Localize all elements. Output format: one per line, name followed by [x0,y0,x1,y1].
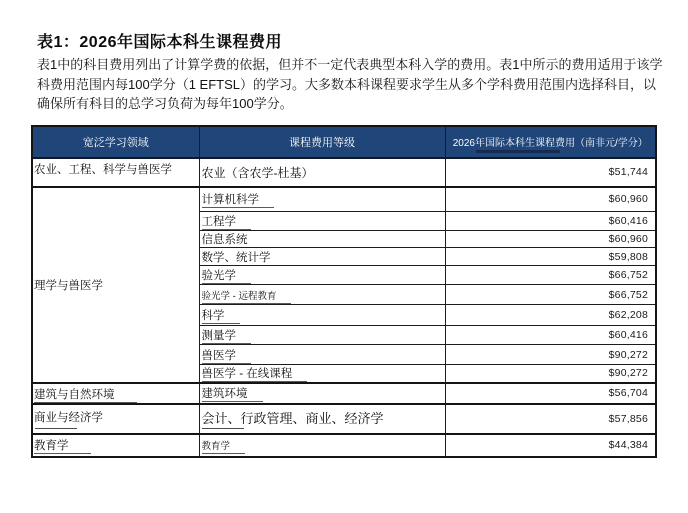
table-row [32,434,656,457]
fee-band-link[interactable]: 数学、统计学 [202,252,286,266]
broad-area-label: 商业与经济学 [34,411,103,424]
fee-band-cell [199,326,445,345]
table-row [32,383,656,404]
fee-band-cell [199,305,445,326]
header-broad-study-area: 宽泛学习领域 [32,126,199,158]
fee-band-cell [199,365,445,383]
fee-value-cell: $51,744 [445,158,656,187]
fee-value-cell: $60,960 [445,231,656,248]
fee-band-label: 农业（含农学-杜基） [201,165,314,180]
fee-band-link[interactable]: 工程学 [202,216,252,230]
fee-band-link[interactable]: 建筑环境 [202,388,263,402]
fee-value-cell: $90,272 [445,365,656,383]
fee-value-cell: $56,704 [445,383,656,404]
fee-band-cell [199,345,445,365]
fee-band-cell [199,158,445,187]
broad-area-cell [32,187,199,383]
fee-value-cell: $60,416 [445,326,656,345]
fee-band-link[interactable]: 验光学 [202,270,252,284]
fee-band-cell [199,187,445,212]
broad-area-cell [32,434,199,457]
fees-table-body [32,158,656,457]
table-row [32,158,656,187]
fee-value-cell: $60,960 [445,187,656,212]
fee-band-link[interactable]: 信息系统 [202,234,263,248]
table-row [32,404,656,434]
header-course-fee-band: 课程费用等级 [199,126,445,158]
fee-band-cell [199,212,445,231]
broad-area-link[interactable]: 建筑与自然环境 [34,389,137,403]
fee-value-cell: $66,752 [445,285,656,305]
fee-band-cell [199,285,445,305]
fee-band-link[interactable]: 测量学 [202,330,252,344]
broad-area-cell [32,404,199,434]
fee-value-cell: $66,752 [445,266,656,285]
fee-value-cell: $62,208 [445,305,656,326]
fee-band-label: 会计、行政管理、商业、经济学 [201,410,384,426]
fee-value-cell: $59,808 [445,248,656,266]
broad-area-cell [32,158,199,187]
fee-band-link[interactable]: 验光学 - 远程教育 [202,291,292,304]
fee-band-link[interactable]: 兽医学 [202,350,252,364]
fee-band-link[interactable]: 兽医学 - 在线课程 [202,368,308,382]
broad-area-link[interactable]: 教育学 [34,440,91,454]
fees-table [31,125,657,458]
fee-value-cell: $57,856 [445,404,656,434]
fee-band-cell [199,404,445,434]
fee-value-cell: $90,272 [445,345,656,365]
header-2026-fee: 2026年国际本科生课程费用（南非元/学分） [445,126,656,158]
document-page [0,29,688,513]
fee-band-cell [199,248,445,266]
intro-paragraph: 表1中的科目费用列出了计算学费的依据，但并不一定代表典型本科入学的费用。表1中所示的费用适用于该学科费用范围内每100学分（1 EFTSL）的学习。大多数本科课程要求学生从多个学科费用范围内选择科目，以确保所有科目的总学习负荷为每年100学分。 [37,57,663,111]
fee-band-link[interactable]: 科学 [202,310,240,324]
fee-band-cell [199,434,445,457]
broad-area-cell [32,383,199,404]
fee-band-link[interactable]: 教育学 [202,441,246,454]
fee-band-cell [199,266,445,285]
fees-table-header [32,126,656,158]
fee-band-cell [199,231,445,248]
broad-area-label: 理学与兽医学 [34,279,103,292]
table-row [32,187,656,212]
fee-value-cell: $44,384 [445,434,656,457]
fee-value-cell: $60,416 [445,212,656,231]
broad-area-label: 农业、工程、科学与兽医学 [34,163,172,176]
fee-band-cell [199,383,445,404]
header-row [32,126,656,158]
fee-band-link[interactable]: 计算机科学 [202,194,275,208]
page-title: 表1：2026年国际本科生课程费用 [37,34,282,51]
